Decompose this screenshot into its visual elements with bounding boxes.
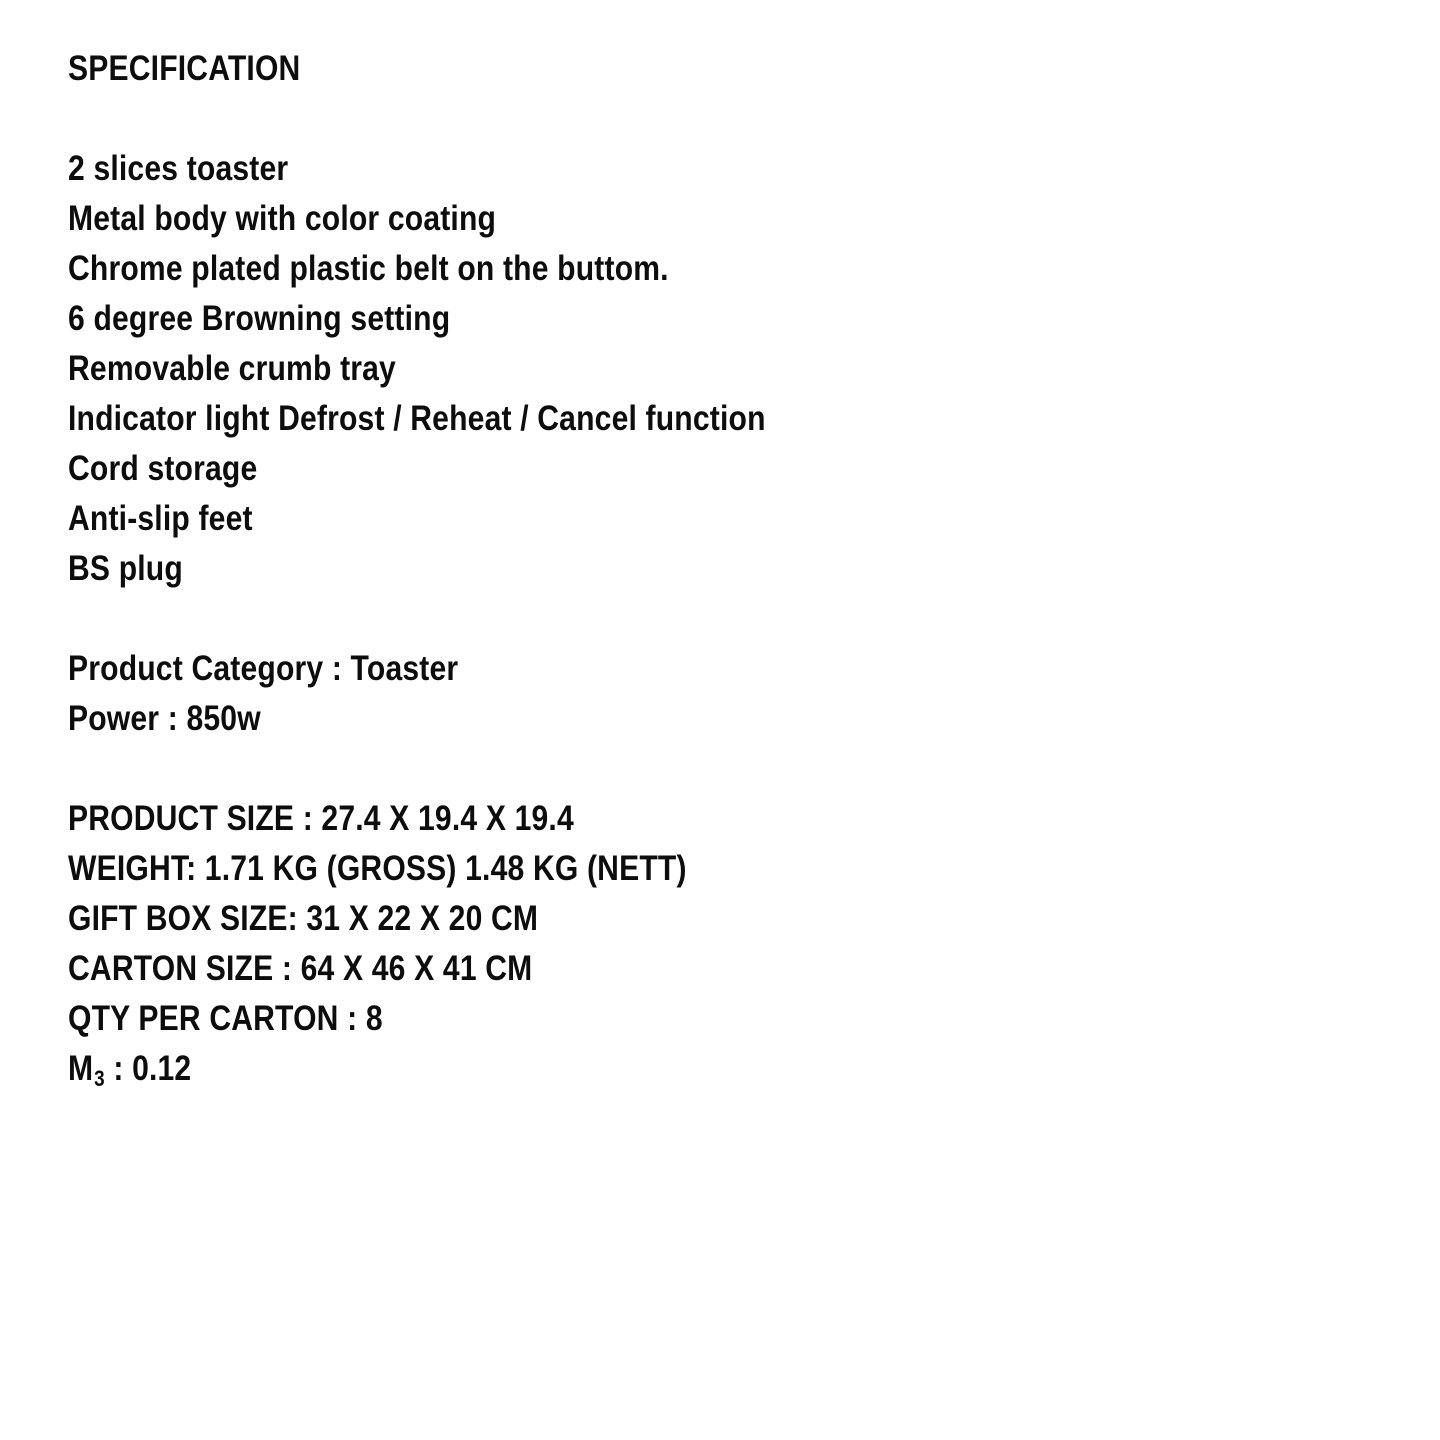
feature-item: Indicator light Defrost / Reheat / Cancel function — [68, 399, 766, 438]
specification-sheet — [68, 44, 1368, 1094]
feature-item: BS plug — [68, 549, 183, 588]
feature-list — [68, 144, 1368, 594]
gift-box-size: GIFT BOX SIZE: 31 X 22 X 20 CM — [68, 899, 539, 938]
product-info — [68, 644, 1368, 744]
spacer — [68, 744, 1368, 794]
volume-letter: M — [68, 1049, 94, 1088]
product-power: Power : 850w — [68, 699, 261, 738]
volume-subscript: 3 — [94, 1066, 105, 1091]
product-size: PRODUCT SIZE : 27.4 X 19.4 X 19.4 — [68, 799, 574, 838]
feature-item: Metal body with color coating — [68, 199, 497, 238]
spacer — [68, 594, 1368, 644]
feature-item: Removable crumb tray — [68, 349, 396, 388]
feature-item: Cord storage — [68, 449, 258, 488]
product-category: Product Category : Toaster — [68, 649, 459, 688]
feature-item: Chrome plated plastic belt on the buttom. — [68, 249, 669, 288]
qty-per-carton: QTY PER CARTON : 8 — [68, 999, 383, 1038]
volume-value: : 0.12 — [104, 1049, 192, 1088]
packing-info — [68, 794, 1368, 1094]
feature-item: 2 slices toaster — [68, 149, 289, 188]
volume-line — [68, 1044, 1186, 1094]
spacer — [68, 94, 1368, 144]
weight: WEIGHT: 1.71 KG (GROSS) 1.48 KG (NETT) — [68, 849, 687, 888]
carton-size: CARTON SIZE : 64 X 46 X 41 CM — [68, 949, 533, 988]
spec-heading: SPECIFICATION — [68, 49, 301, 88]
feature-item: 6 degree Browning setting — [68, 299, 451, 338]
feature-item: Anti-slip feet — [68, 499, 253, 538]
